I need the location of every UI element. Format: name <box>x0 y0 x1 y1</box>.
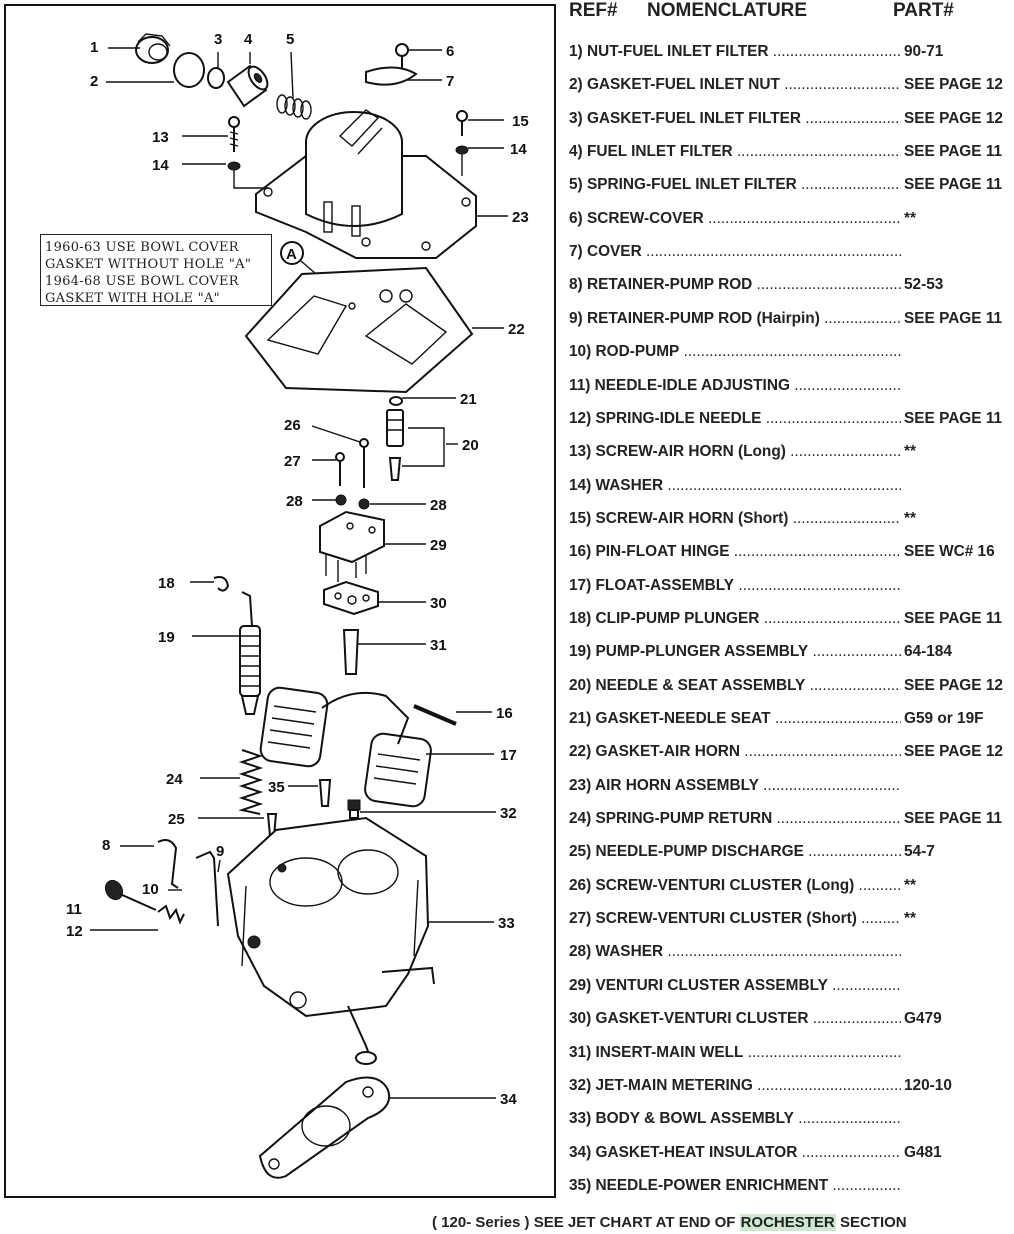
part-name: 14) WASHER ..... <box>569 477 901 495</box>
part-row <box>569 877 1009 899</box>
footer-rochester-link[interactable]: ROCHESTER <box>740 1214 835 1231</box>
part-row <box>569 610 1009 632</box>
part-12-spring-drawing <box>158 906 184 922</box>
part-26-screw-drawing <box>360 439 368 488</box>
part-2-gasket-drawing <box>174 53 204 87</box>
part-22-gasket-drawing <box>246 268 472 392</box>
part-number: ** <box>904 209 916 227</box>
part-4-filter-drawing <box>228 63 271 106</box>
part-name: 34) GASKET-HEAT INSULATOR ..... <box>569 1144 901 1162</box>
part-number: ** <box>904 443 916 461</box>
part-19-plunger-drawing <box>240 592 260 714</box>
hole-a-marker-label: A <box>286 246 297 263</box>
part-9-rod-drawing <box>196 852 218 926</box>
callout-27: 27 <box>284 453 301 470</box>
callout-21: 21 <box>460 391 477 408</box>
part-name: 22) GASKET-AIR HORN ..... <box>569 743 901 761</box>
part-row <box>569 577 1009 599</box>
part-name: 27) SCREW-VENTURI CLUSTER (Short) ..... <box>569 910 901 928</box>
part-row <box>569 243 1009 265</box>
part-number: SEE PAGE 11 <box>904 409 1003 427</box>
part-33-body-drawing <box>228 818 434 1064</box>
part-name: 10) ROD-PUMP ..... <box>569 343 901 361</box>
carburetor-exploded-diagram <box>6 6 554 1196</box>
part-8-retainer-drawing <box>158 840 178 888</box>
part-27-screw-drawing <box>336 453 344 486</box>
part-16-hinge-pin-drawing <box>414 706 456 724</box>
callout-19: 19 <box>158 629 175 646</box>
part-number: SEE PAGE 11 <box>904 143 1003 161</box>
part-name: 33) BODY & BOWL ASSEMBLY ..... <box>569 1110 901 1128</box>
part-number: 90-71 <box>904 43 944 60</box>
part-28-washer-drawing-right <box>359 499 369 509</box>
callout-17: 17 <box>500 747 517 764</box>
part-number: SEE WC# 16 <box>904 543 995 561</box>
part-name: 9) RETAINER-PUMP ROD (Hairpin) ..... <box>569 310 901 328</box>
part-row <box>569 477 1009 499</box>
callout-2: 2 <box>90 73 99 90</box>
callout-26: 26 <box>284 417 301 434</box>
part-row <box>569 176 1009 198</box>
callout-13: 13 <box>152 129 169 146</box>
callout-1: 1 <box>90 39 99 56</box>
part-name: 24) SPRING-PUMP RETURN ..... <box>569 810 901 828</box>
part-row <box>569 543 1009 565</box>
part-number: SEE PAGE 11 <box>904 309 1003 327</box>
part-13-screw-drawing <box>229 117 239 152</box>
part-row <box>569 377 1009 399</box>
part-name: 29) VENTURI CLUSTER ASSEMBLY ..... <box>569 977 901 995</box>
part-14-washer-drawing-left <box>228 162 240 170</box>
part-row <box>569 1077 1009 1099</box>
part-number: 52-53 <box>904 276 944 294</box>
part-number: ** <box>904 876 916 894</box>
part-name: 32) JET-MAIN METERING ..... <box>569 1077 901 1095</box>
note-line-3: 1964-68 USE BOWL COVER <box>45 274 239 289</box>
header-ref: REF# <box>569 0 618 21</box>
exploded-diagram-frame <box>4 4 556 1198</box>
callout-7: 7 <box>446 73 455 90</box>
callout-14-left: 14 <box>152 157 169 174</box>
part-name: 25) NEEDLE-PUMP DISCHARGE ..... <box>569 843 901 861</box>
part-row <box>569 443 1009 465</box>
part-number: SEE PAGE 12 <box>904 76 1003 94</box>
callout-33: 33 <box>498 915 515 932</box>
part-14-washer-drawing-right <box>456 146 468 154</box>
callout-31: 31 <box>430 637 447 654</box>
part-20-needle-seat-drawing <box>387 410 444 480</box>
part-row <box>569 43 1009 65</box>
part-30-gasket-drawing <box>324 582 378 614</box>
part-row <box>569 943 1009 965</box>
note-line-1: 1960-63 USE BOWL COVER <box>45 240 239 255</box>
part-name: 3) GASKET-FUEL INLET FILTER ..... <box>569 110 901 128</box>
part-18-clip-drawing <box>214 577 228 591</box>
part-15-screw-drawing <box>457 111 467 136</box>
part-row <box>569 410 1009 432</box>
part-number: SEE PAGE 12 <box>904 676 1003 694</box>
part-32-jet-drawing <box>348 800 360 818</box>
part-3-gasket-drawing <box>208 68 224 88</box>
callout-9: 9 <box>216 843 225 860</box>
part-name: 4) FUEL INLET FILTER ..... <box>569 143 901 161</box>
part-1-nut-drawing <box>136 34 170 63</box>
callout-28-right: 28 <box>430 497 447 514</box>
callout-18: 18 <box>158 575 175 592</box>
part-name: 18) CLIP-PUMP PLUNGER ..... <box>569 610 901 628</box>
header-part-number: PART# <box>893 0 954 21</box>
part-row <box>569 210 1009 232</box>
callout-23: 23 <box>512 209 529 226</box>
part-row <box>569 777 1009 799</box>
part-17-float-drawing <box>259 686 432 808</box>
part-name: 28) WASHER ..... <box>569 943 901 961</box>
part-name: 12) SPRING-IDLE NEEDLE ..... <box>569 410 901 428</box>
note-line-4: GASKET WITH HOLE "A" <box>45 291 220 306</box>
part-7-cover-drawing <box>366 67 416 84</box>
part-number: SEE PAGE 12 <box>904 109 1003 127</box>
part-5-spring-drawing <box>277 95 311 119</box>
part-row <box>569 1144 1009 1166</box>
part-row <box>569 143 1009 165</box>
part-row <box>569 643 1009 665</box>
part-31-insert-drawing <box>344 630 358 674</box>
note-line-2: GASKET WITHOUT HOLE "A" <box>45 257 252 272</box>
part-name: 2) GASKET-FUEL INLET NUT ..... <box>569 76 901 94</box>
part-name: 16) PIN-FLOAT HINGE ..... <box>569 543 901 561</box>
part-row <box>569 977 1009 999</box>
callout-29: 29 <box>430 537 447 554</box>
part-number: ** <box>904 509 916 527</box>
part-row <box>569 343 1009 365</box>
part-name: 31) INSERT-MAIN WELL ..... <box>569 1044 901 1062</box>
callout-15: 15 <box>512 113 529 130</box>
callout-25: 25 <box>168 811 185 828</box>
callout-8: 8 <box>102 837 111 854</box>
footer-note <box>432 1214 907 1231</box>
part-row <box>569 710 1009 732</box>
part-name: 30) GASKET-VENTURI CLUSTER ..... <box>569 1010 901 1028</box>
callout-34: 34 <box>500 1091 517 1108</box>
part-24-spring-drawing <box>242 750 260 814</box>
part-number: 54-7 <box>904 843 935 861</box>
part-name: 1) NUT-FUEL INLET FILTER ..... <box>569 43 901 61</box>
callout-28-left: 28 <box>286 493 303 510</box>
part-row <box>569 677 1009 699</box>
part-name: 5) SPRING-FUEL INLET FILTER ..... <box>569 176 901 194</box>
part-number: SEE PAGE 11 <box>904 176 1003 194</box>
part-name: 17) FLOAT-ASSEMBLY ..... <box>569 577 901 595</box>
part-name: 19) PUMP-PLUNGER ASSEMBLY ..... <box>569 643 901 661</box>
part-number: SEE PAGE 11 <box>904 810 1003 828</box>
part-number: G481 <box>904 1143 942 1161</box>
part-29-venturi-cluster-drawing <box>320 512 384 582</box>
callout-22: 22 <box>508 321 525 338</box>
part-name: 6) SCREW-COVER ..... <box>569 210 901 228</box>
footer-text-before: ( 120- Series ) SEE JET CHART AT END OF <box>432 1214 736 1231</box>
callout-11: 11 <box>66 901 82 918</box>
part-number: SEE PAGE 12 <box>904 743 1003 761</box>
part-row <box>569 743 1009 765</box>
part-28-washer-drawing-left <box>336 495 346 505</box>
part-row <box>569 310 1009 332</box>
part-name: 8) RETAINER-PUMP ROD ..... <box>569 276 901 294</box>
part-number: SEE PAGE 11 <box>904 609 1003 627</box>
part-name: 21) GASKET-NEEDLE SEAT ..... <box>569 710 901 728</box>
part-row <box>569 1177 1009 1199</box>
part-row <box>569 510 1009 532</box>
part-row <box>569 810 1009 832</box>
part-34-gasket-drawing <box>260 1078 389 1178</box>
callout-30: 30 <box>430 595 447 612</box>
part-name: 11) NEEDLE-IDLE ADJUSTING ..... <box>569 377 901 395</box>
callout-3: 3 <box>214 31 223 48</box>
part-name: 20) NEEDLE & SEAT ASSEMBLY ..... <box>569 677 901 695</box>
part-number: G479 <box>904 1010 942 1028</box>
part-name: 7) COVER ..... <box>569 243 901 261</box>
part-name: 15) SCREW-AIR HORN (Short) ..... <box>569 510 901 528</box>
part-row <box>569 276 1009 298</box>
callout-10: 10 <box>142 881 159 898</box>
callout-14-right: 14 <box>510 141 527 158</box>
part-row <box>569 1110 1009 1132</box>
callout-20: 20 <box>462 437 479 454</box>
callout-35: 35 <box>268 779 285 796</box>
part-row <box>569 76 1009 98</box>
part-row <box>569 1044 1009 1066</box>
callout-5: 5 <box>286 31 295 48</box>
bowl-cover-gasket-note <box>40 234 272 306</box>
part-name: 23) AIR HORN ASSEMBLY ..... <box>569 777 901 795</box>
part-35-power-needle-drawing <box>320 780 330 806</box>
callout-16: 16 <box>496 705 513 722</box>
callout-12: 12 <box>66 923 83 940</box>
part-name: 26) SCREW-VENTURI CLUSTER (Long) ..... <box>569 877 901 895</box>
part-row <box>569 110 1009 132</box>
part-number: 120-10 <box>904 1076 952 1094</box>
part-21-gasket-drawing <box>390 397 402 405</box>
part-name: 13) SCREW-AIR HORN (Long) ..... <box>569 443 901 461</box>
footer-text-after: SECTION <box>839 1214 907 1231</box>
callout-32: 32 <box>500 805 517 822</box>
part-row <box>569 1010 1009 1032</box>
part-number: ** <box>904 910 916 928</box>
callout-6: 6 <box>446 43 455 60</box>
header-nomenclature: NOMENCLATURE <box>647 0 808 21</box>
callout-24: 24 <box>166 771 183 788</box>
part-row <box>569 910 1009 932</box>
part-number: G59 or 19F <box>904 710 984 727</box>
part-name: 35) NEEDLE-POWER ENRICHMENT ..... <box>569 1177 901 1195</box>
part-row <box>569 843 1009 865</box>
callout-4: 4 <box>244 31 253 48</box>
part-number: 64-184 <box>904 643 952 661</box>
